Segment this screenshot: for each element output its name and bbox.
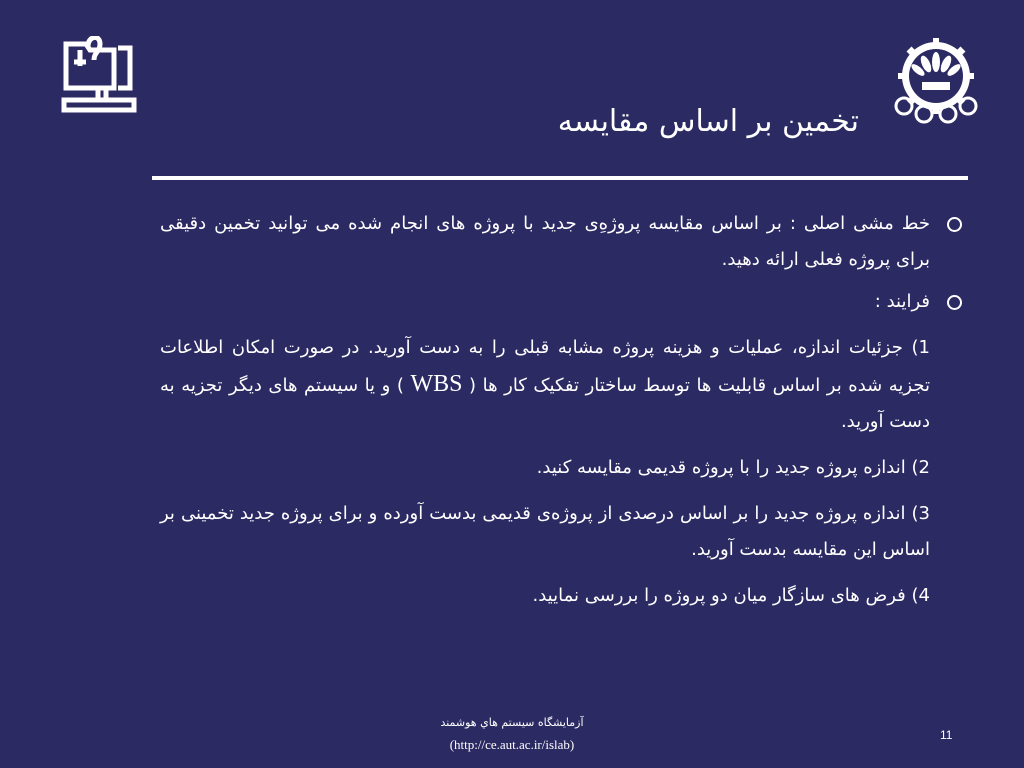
step-number: 2) [911, 457, 930, 478]
step-text: جزئیات اندازه، عملیات و هزینه پروژه مشابه قبلی را به دست آورید. در صورت امکان اطلاعات تجزیه شده بر اساس قابلیت ها توسط ساختار تفکیک کار ها ( [160, 337, 930, 396]
step-4 [160, 578, 930, 614]
bullet-process [160, 284, 930, 320]
step-3 [160, 496, 930, 568]
step-1 [160, 330, 930, 440]
hollow-circle-bullet-icon [947, 217, 962, 232]
slide-footer [412, 712, 612, 756]
step-number: 1) [911, 337, 930, 358]
bullet-text: خط مشی اصلی : بر اساس مقایسه پروژه‌ِی جدید با پروژه های انجام شده می توانید تخمین دقیقی برای پروژه فعلی ارائه دهید. [160, 213, 930, 270]
title-divider [152, 176, 968, 180]
slide-content [160, 206, 930, 614]
university-gear-emblem-icon [888, 36, 984, 126]
step-2 [160, 450, 930, 486]
step-text: اندازه پروژه جدید را با پروژه قدیمی مقایسه کنید. [536, 457, 906, 478]
wbs-abbreviation: WBS [410, 371, 463, 397]
footer-url: (http://ce.aut.ac.ir/islab) [449, 737, 575, 752]
step-text-tail: ) و یا سیستم های دیگر تجزیه به دست آورید. [160, 375, 930, 432]
step-number: 4) [911, 585, 930, 606]
step-text: فرض های سازگار میان دو پروژه را بررسی نمایید. [532, 585, 906, 606]
bullet-text: فرایند : [874, 291, 930, 312]
lab-computer-logo-icon [58, 36, 138, 114]
slide-title: تخمین بر اساس مقایسه [557, 104, 859, 139]
footer-lab-name: آزمايشگاه سيستم هاي هوشمند [440, 716, 584, 729]
step-text: اندازه پروژه جدید را بر اساس درصدی از پروژه‌ی قدیمی بدست آورده و برای پروژه جدید تخمینی بر اساس این مقایسه بدست آورید. [160, 503, 930, 560]
bullet-policy [160, 206, 930, 278]
step-number: 3) [911, 503, 930, 524]
page-number: 11 [940, 728, 953, 742]
hollow-circle-bullet-icon [947, 295, 962, 310]
